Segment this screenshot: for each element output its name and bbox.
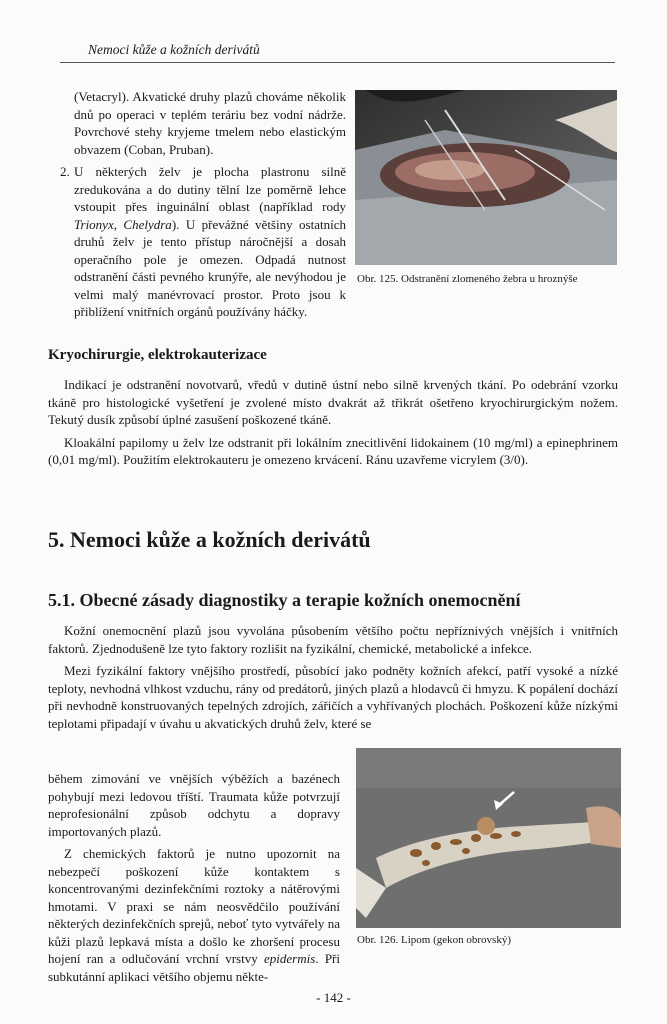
paragraph-text-b: . Při subkutánní aplikaci většího objemu někte- <box>48 951 340 984</box>
genera-italic: Trionyx, Chelydra <box>74 216 172 232</box>
paragraph: Mezi fyzikální faktory vnějšího prostředí, působící jako podněty kožních afekcí, patří vysoké a nízké teploty, nevhodná vlhkost vzduchu, rány od predátorů, jiných plazů a hlodavců či hmyzu. K popálení dochází při nevhodně konstruovaných tepelných zdrojích, zářičích a vyhřívaných plochách. Poškození kůže nízkými teplotami připadají v úvahu u akvatických druhů želv, které se <box>48 663 618 731</box>
gecko-lipoma-photo <box>356 748 621 928</box>
chapter-heading: 5. Nemoci kůže a kožních derivátů <box>48 527 371 552</box>
section-heading: 5.1. Obecné zásady diagnostiky a terapie kožních onemocnění <box>48 590 521 610</box>
header-rule <box>60 62 615 63</box>
cryosurgery-text <box>48 376 618 474</box>
paragraph-text-a: Z chemických faktorů je nutno upozornit na nebezpečí poškození kůže kontaktem s koncentrovanými dezinfekčními roztoky a nátěrovými hmotami. V praxi se nám neosvědčilo používání některých dezinfekčních sprejů, neboť tyto vytvářely na kůži plazů lepkavá místa a došlo ke zhoršení procesu hojení ran a odlučování vrchní vrstvy <box>48 846 340 966</box>
list-item-number: 2. <box>60 164 70 179</box>
paragraph: během zimování ve vnějších výběžích a bazénech pohybují mezi ledovou tříští. Traumata kůže potvrzují neprofesionální způsob odchytu a dopravy importovaných plazů. <box>48 771 340 839</box>
running-head: Nemoci kůže a kožních derivátů <box>88 42 260 57</box>
list-item-text-b: ). U převážné většiny ostatních druhů želv je tento přístup náročnější a dosah operačního pole je omezen. Odpadá nutnost odstranění části pevného krunýře, ale nevýhodou je velmi malý manévrovací prostor. Proto jsou k přiblížení vnitřních orgánů používány háčky. <box>74 216 346 319</box>
paragraph: Kožní onemocnění plazů jsou vyvolána působením většího počtu nepříznivých vnějších i vnitřních faktorů. Zjednodušeně lze tyto faktory rozlišit na fyzikální, chemické, metabolické a infekce. <box>48 623 618 656</box>
epidermis-italic: epidermis <box>264 951 316 966</box>
paragraph <box>48 845 340 985</box>
paragraph: Indikací je odstranění novotvarů, vředů v dutině ústní nebo silně krvených tkání. Po odebrání vzorku tkáně pro histologické vyšetření je zvolené místo dvakrát až třikrát ošetřeno kryochirurgickým nožem. Tekutý dusík způsobí úplné zasušení poškozené tkáně. <box>48 377 618 427</box>
continued-paragraph: (Vetacryl). Akvatické druhy plazů chováme několik dnů po operaci v teplém teráriu bez vodní nádrže. Povrchové stehy kryjeme tmelem nebo elastickým obvazem (Coban, Pruban). <box>74 89 346 157</box>
surgery-photo <box>355 90 617 265</box>
figure-126-caption: Obr. 126. Lipom (gekon obrovský) <box>357 934 511 946</box>
list-item-text-a: U některých želv je plocha plastronu silně zredukována a do dutiny tělní lze poměrně lehce vstoupit přes inguinální oblast (například rody <box>74 164 346 214</box>
list-item-2 <box>60 163 346 321</box>
subsection-heading: Kryochirurgie, elektrokauterizace <box>48 347 267 363</box>
paragraph: Kloakální papilomy u želv lze odstranit při lokálním znecitlivění lidokainem (10 mg/ml) a epinephrinem (0,01 mg/ml). Použitím elektrokauteru je omezeno krvácení. Ránu uzavřeme vicrylem (3/0). <box>48 434 618 467</box>
left-column-bottom <box>48 770 340 990</box>
section-intro-text <box>48 622 618 737</box>
page-number: - 142 - <box>316 990 351 1005</box>
figure-125-caption: Obr. 125. Odstranění zlomeného žebra u hroznýše <box>357 273 578 285</box>
left-column-top <box>60 88 346 321</box>
